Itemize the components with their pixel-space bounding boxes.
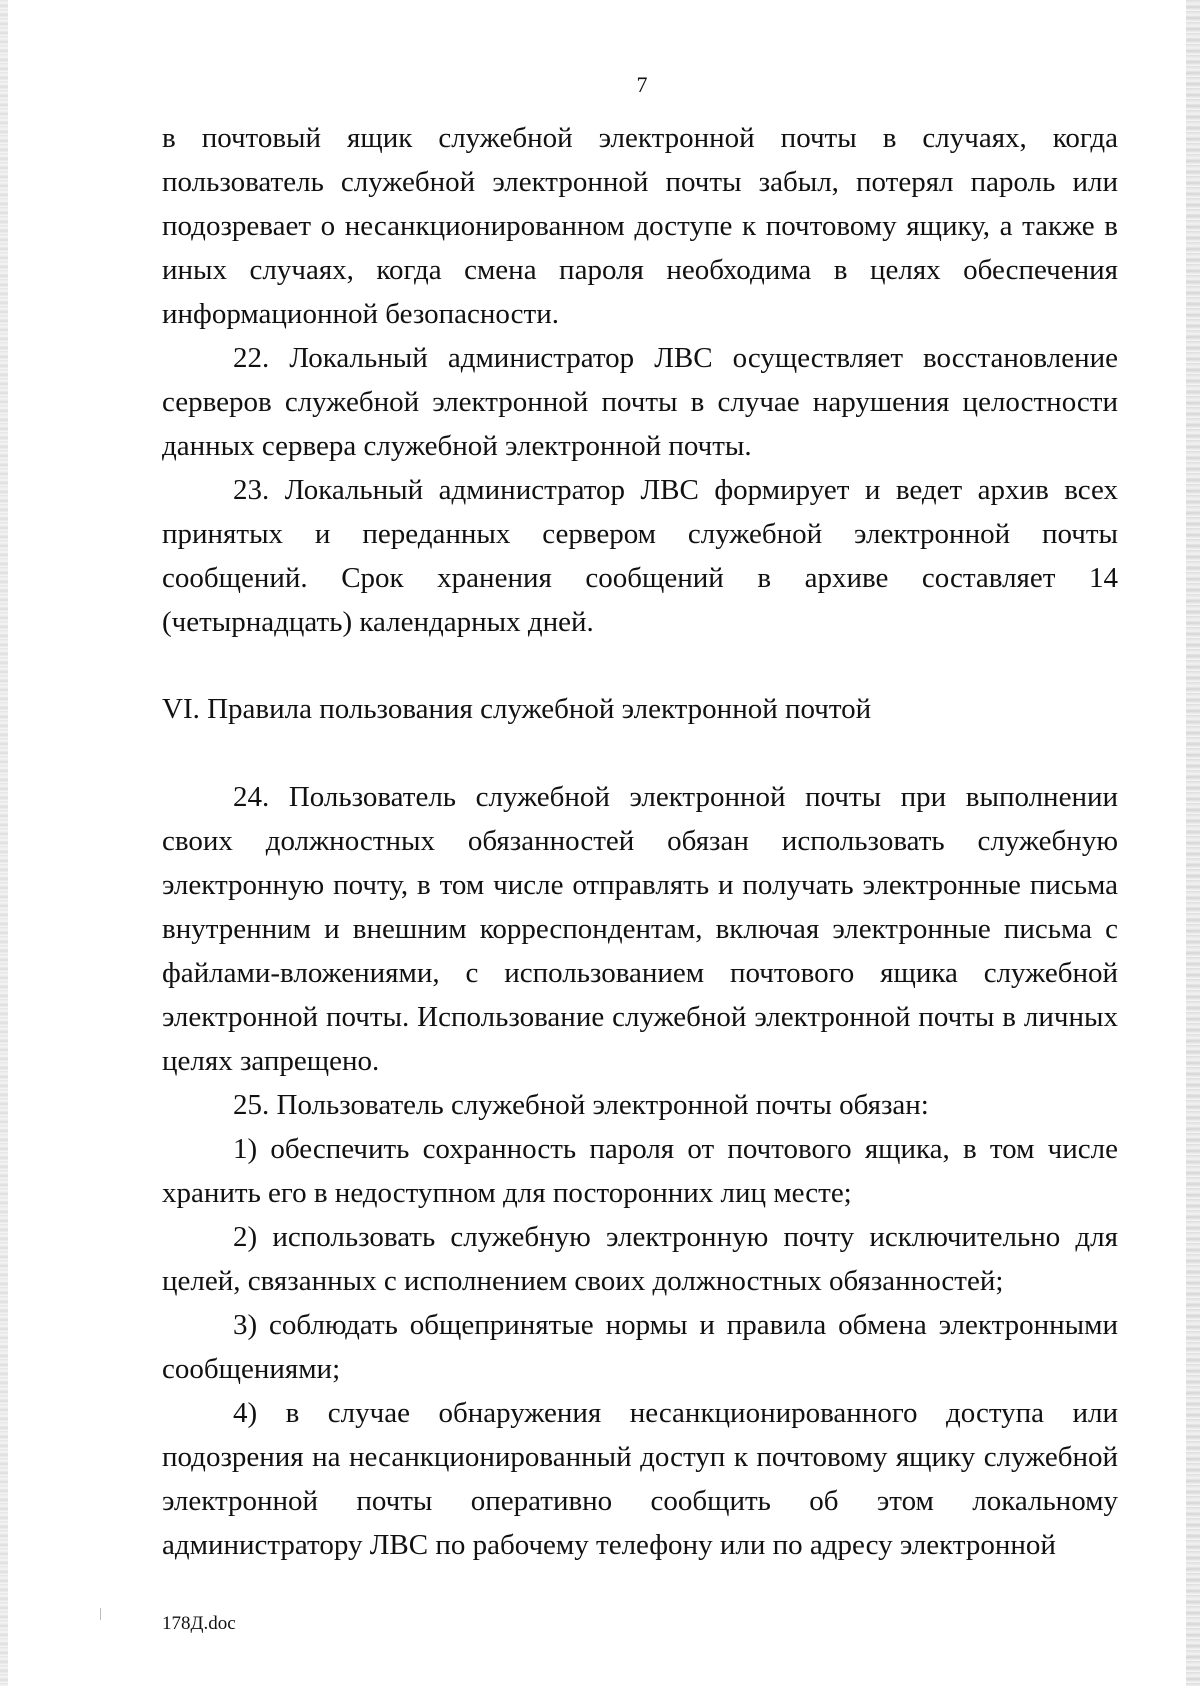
paragraph-23: 23. Локальный администратор ЛВС формирует и ведет архив всех принятых и переданных сервером служебной электронной почты сообщений. Срок хранения сообщений в архиве составляет 14 (четырнадцать) календарных дней. — [162, 474, 1118, 638]
page-number: 7 — [636, 72, 648, 97]
list-item-1: 1) обеспечить сохранность пароля от почтового ящика, в том числе хранить его в недоступном для посторонних лиц месте; — [162, 1133, 1118, 1209]
document-body — [162, 116, 1118, 1567]
paragraph-24: 24. Пользователь служебной электронной почты при выполнении своих должностных обязанностей обязан использовать служебную электронную почту, в том числе отправлять и получать электронные письма внутренним и внешним корреспондентам, включая электронные письма с файлами-вложениями, с использованием почтового ящика служебной электронной почты. Использование служебной электронной почты в личных целях запрещено. — [162, 781, 1118, 1077]
paragraph-25: 25. Пользователь служебной электронной почты обязан: — [233, 1089, 929, 1121]
list-item-2: 2) использовать служебную электронную почту исключительно для целей, связанных с исполнением своих должностных обязанностей; — [162, 1221, 1118, 1297]
scan-mark — [100, 1608, 101, 1620]
list-item-3: 3) соблюдать общепринятые нормы и правила обмена электронными сообщениями; — [162, 1309, 1118, 1385]
list-item-4: 4) в случае обнаружения несанкционированного доступа или подозрения на несанкционированный доступ к почтовому ящику служебной электронной почты оперативно сообщить об этом локальному администратору ЛВС по рабочему телефону или по адресу электронной — [162, 1397, 1118, 1561]
scan-edge-right — [1186, 0, 1200, 1686]
scan-edge-left — [0, 0, 8, 1686]
section-heading: VI. Правила пользования служебной электронной почтой — [162, 693, 872, 725]
paragraph-continuation: в почтовый ящик служебной электронной почты в случаях, когда пользователь служебной электронной почты забыл, потерял пароль или подозревает о несанкционированном доступе к почтовому ящику, а также в иных случаях, когда смена пароля необходима в целях обеспечения информационной безопасности. — [162, 122, 1118, 330]
paragraph-22: 22. Локальный администратор ЛВС осуществляет восстановление серверов служебной электронной почты в случае нарушения целостности данных сервера служебной электронной почты. — [162, 342, 1118, 462]
footer-filename: 178Д.doc — [162, 1613, 236, 1634]
